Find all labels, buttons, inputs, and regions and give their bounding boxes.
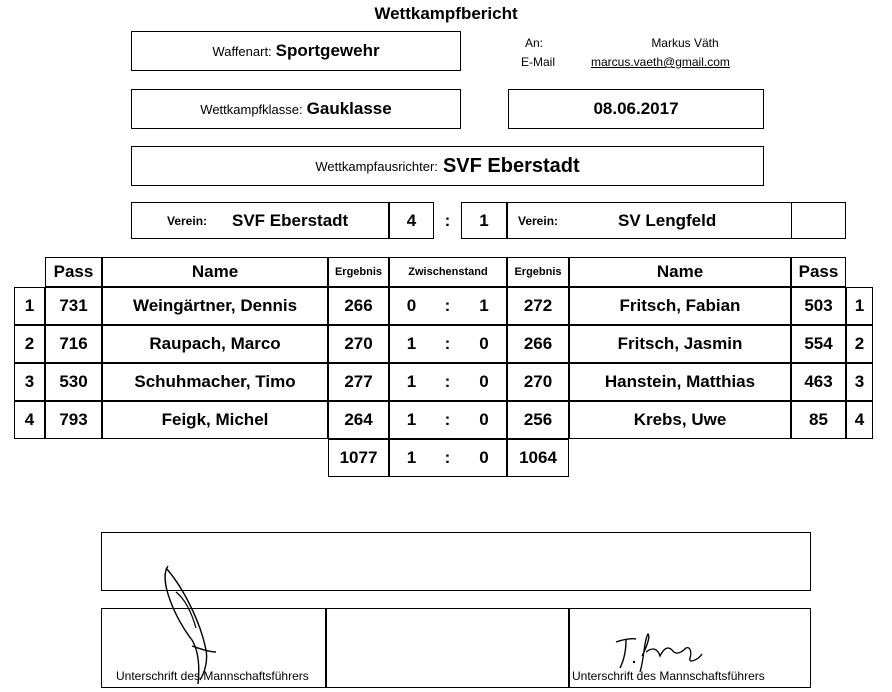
total-ergebnis-right: 1064 (507, 439, 569, 477)
contact-email-label: E-Mail (521, 55, 556, 69)
row-2-erg-r: 266 (507, 325, 569, 363)
total-z-l: 1 (406, 448, 417, 467)
row-2-z-r: 0 (479, 334, 489, 353)
row-4-name-l: Feigk, Michel (102, 401, 328, 439)
row-3-name-r: Hanstein, Matthias (569, 363, 791, 401)
away-score: 1 (461, 202, 507, 239)
row-3-erg-r: 270 (507, 363, 569, 401)
waffenart-label: Waffenart: (212, 43, 272, 59)
row-1-z-l: 0 (406, 296, 417, 315)
waffenart-value: Sportgewehr (275, 41, 380, 60)
row-1-erg-l: 266 (328, 287, 389, 325)
row-3-name-l: Schuhmacher, Timo (102, 363, 328, 401)
total-z-sep: : (444, 448, 451, 467)
row-3-z-l: 1 (406, 372, 417, 391)
header-zwischenstand: Zwischenstand (389, 257, 507, 287)
report-title: Wettkampfbericht (374, 4, 518, 23)
header-ergebnis-right: Ergebnis (507, 257, 569, 287)
header-ergebnis-left: Ergebnis (328, 257, 389, 287)
home-verein-label: Verein: (167, 214, 208, 228)
klasse-value: Gauklasse (306, 99, 392, 118)
row-1-z-sep: : (444, 296, 451, 315)
row-4-z-r: 0 (479, 410, 489, 429)
row-4-z-l: 1 (406, 410, 417, 429)
total-ergebnis-left: 1077 (328, 439, 389, 477)
row-4-name-r: Krebs, Uwe (569, 401, 791, 439)
row-3-pass-l: 530 (45, 363, 102, 401)
header-name-right: Name (569, 257, 791, 287)
row-3-z-r: 0 (479, 372, 489, 391)
row-1-pos-r: 1 (846, 287, 873, 325)
row-1-erg-r: 272 (507, 287, 569, 325)
row-1-pass-l: 731 (45, 287, 102, 325)
row-2-z-sep: : (444, 334, 451, 353)
row-4-z-sep: : (444, 410, 451, 429)
row-2-pass-l: 716 (45, 325, 102, 363)
home-team-name: SVF Eberstadt (232, 211, 349, 230)
row-4-pos-r: 4 (846, 401, 873, 439)
home-score: 4 (389, 202, 434, 239)
contact-to-label: An: (525, 36, 544, 50)
row-3-z-sep: : (444, 372, 451, 391)
contact-name: Markus Väth (651, 36, 719, 50)
row-2-pass-r: 554 (791, 325, 846, 363)
row-1-name-l: Weingärtner, Dennis (102, 287, 328, 325)
ausrichter-value: SVF Eberstadt (442, 154, 580, 177)
row-4-pos: 4 (14, 401, 45, 439)
row-3-erg-l: 277 (328, 363, 389, 401)
row-2-pos: 2 (14, 325, 45, 363)
row-2-erg-l: 270 (328, 325, 389, 363)
row-1-pos: 1 (14, 287, 45, 325)
klasse-label: Wettkampfklasse: (200, 101, 303, 117)
date-box: 08.06.2017 (508, 89, 764, 129)
row-2-name-l: Raupach, Marco (102, 325, 328, 363)
row-1-z-r: 1 (479, 296, 489, 315)
signature-left-label: Unterschrift des Mannschaftsführers (116, 669, 309, 683)
row-3-pos-r: 3 (846, 363, 873, 401)
header-name-left: Name (102, 257, 328, 287)
row-4-pass-r: 85 (791, 401, 846, 439)
row-2-pos-r: 2 (846, 325, 873, 363)
row-2-name-r: Fritsch, Jasmin (569, 325, 791, 363)
row-3-pos: 3 (14, 363, 45, 401)
total-z-r: 0 (479, 448, 489, 467)
away-team-name: SV Lengfeld (618, 211, 717, 230)
row-4-erg-l: 264 (328, 401, 389, 439)
row-4-erg-r: 256 (507, 401, 569, 439)
match-separator: : (444, 210, 451, 230)
row-2-z-l: 1 (406, 334, 417, 353)
row-4-pass-l: 793 (45, 401, 102, 439)
contact-email[interactable]: marcus.vaeth@gmail.com (591, 55, 730, 69)
row-3-pass-r: 463 (791, 363, 846, 401)
row-1-name-r: Fritsch, Fabian (569, 287, 791, 325)
header-pass-left: Pass (45, 257, 102, 287)
row-1-pass-r: 503 (791, 287, 846, 325)
ausrichter-label: Wettkampfausrichter: (315, 158, 438, 174)
signature-right-label: Unterschrift des Mannschaftsführers (572, 669, 765, 683)
header-pass-right: Pass (791, 257, 846, 287)
away-verein-label: Verein: (518, 214, 559, 228)
